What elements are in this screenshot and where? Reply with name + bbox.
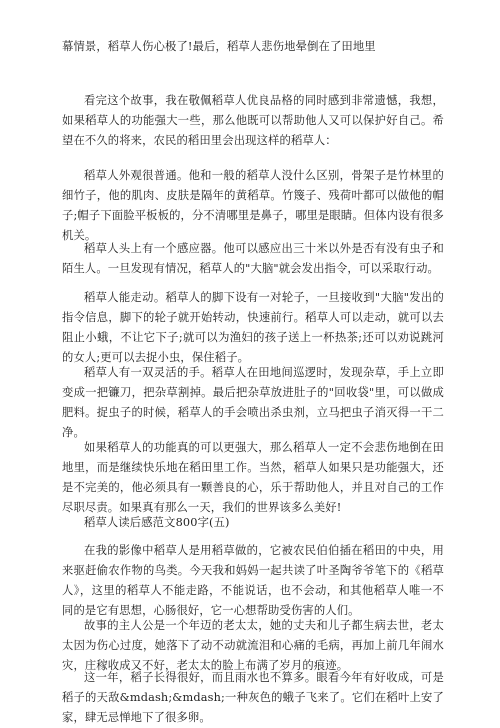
paragraph-6: 稻草人有一双灵活的手。稻草人在田地间巡逻时，发现杂草，手上立即变成一把镰刀，把杂草割掉。最后把杂草放进肚子的"回收袋"里，可以做成肥料。捉虫子的时候，稻草人的手会喷出杀虫剂，立马把虫子消灭得一干二净。 — [62, 366, 444, 439]
paragraph-3: 稻草人外观很普通。他和一般的稻草人没什么区别，骨架子是竹林里的细竹子，他的肌肉、皮肤是隔年的黄稻草。竹篾子、残荷叶都可以做他的帽子;帽子下面脸平板板的，分不清哪里是鼻子，哪里是眼睛。但体内设有很多机关。 — [62, 169, 444, 242]
paragraph-7: 如果稻草人的功能真的可以更强大，那么稻草人一定不会悲伤地倒在田地里，而是继续快乐地在稻田里工作。当然，稻草人如果只是功能强大，还是不完美的，他必须具有一颗善良的心，乐于帮助他人，并且对自己的工作尽职尽责。如果真有那么一天，我们的世界该多么美好! — [62, 441, 444, 514]
paragraph-9: 故事的主人公是一个年迈的老太太，她的丈夫和儿子都生病去世，老太太因为伤心过度，她落下了动不动就流泪和心痛的毛病，再加上前几年闹水灾，庄稼收成又不好，老太太的脸上布满了岁月的痕迹。 — [62, 619, 444, 672]
paragraph-5: 稻草人能走动。稻草人的脚下设有一对轮子，一旦接收到"大脑"发出的指令信息，脚下的轮子就开始转动，快速前行。稻草人可以走动，就可以去阻止小蛾，不让它下子;就可以为渔妇的孩子送上一杯热茶;还可以劝说跳河的女人;更可以去捉小虫，保住稻子。 — [62, 291, 444, 364]
paragraph-1: 幕情景，稻草人伤心极了!最后，稻草人悲伤地晕倒在了田地里 — [62, 40, 376, 53]
paragraph-4: 稻草人头上有一个感应器。他可以感应出三十米以外是否有没有虫子和陌生人。一旦发现有情况，稻草人的"大脑"就会发出指令，可以采取行动。 — [62, 242, 444, 275]
paragraph-2: 看完这个故事，我在敬佩稻草人优良品格的同时感到非常遗憾，我想，如果稻草人的功能强大一些，那么他既可以帮助他人又可以保护好自己。希望在不久的将来，农民的稻田里会出现这样的稻草人： — [62, 94, 444, 147]
section-heading: 稻草人读后感范文800字(五) — [84, 516, 230, 529]
paragraph-8: 在我的影像中稻草人是用稻草做的，它被农民伯伯插在稻田的中央，用来驱赶偷农作物的鸟类。今天我和妈妈一起共读了叶圣陶爷爷笔下的《稻草人》，这里的稻草人不能走路，不能说话，也不会动，和其他稻草人唯一不同的是它有思想，心肠很好，它一心想帮助受伤害的人们。 — [62, 544, 444, 617]
paragraph-10: 这一年，稻子长得很好，而且雨水也不算多。眼看今年有好收成，可是稻子的天敌&mdash;&mdash;一种灰色的蛾子飞来了。它们在稻叶上安了家，肆无忌惮地下了很多卵。 — [62, 671, 444, 724]
